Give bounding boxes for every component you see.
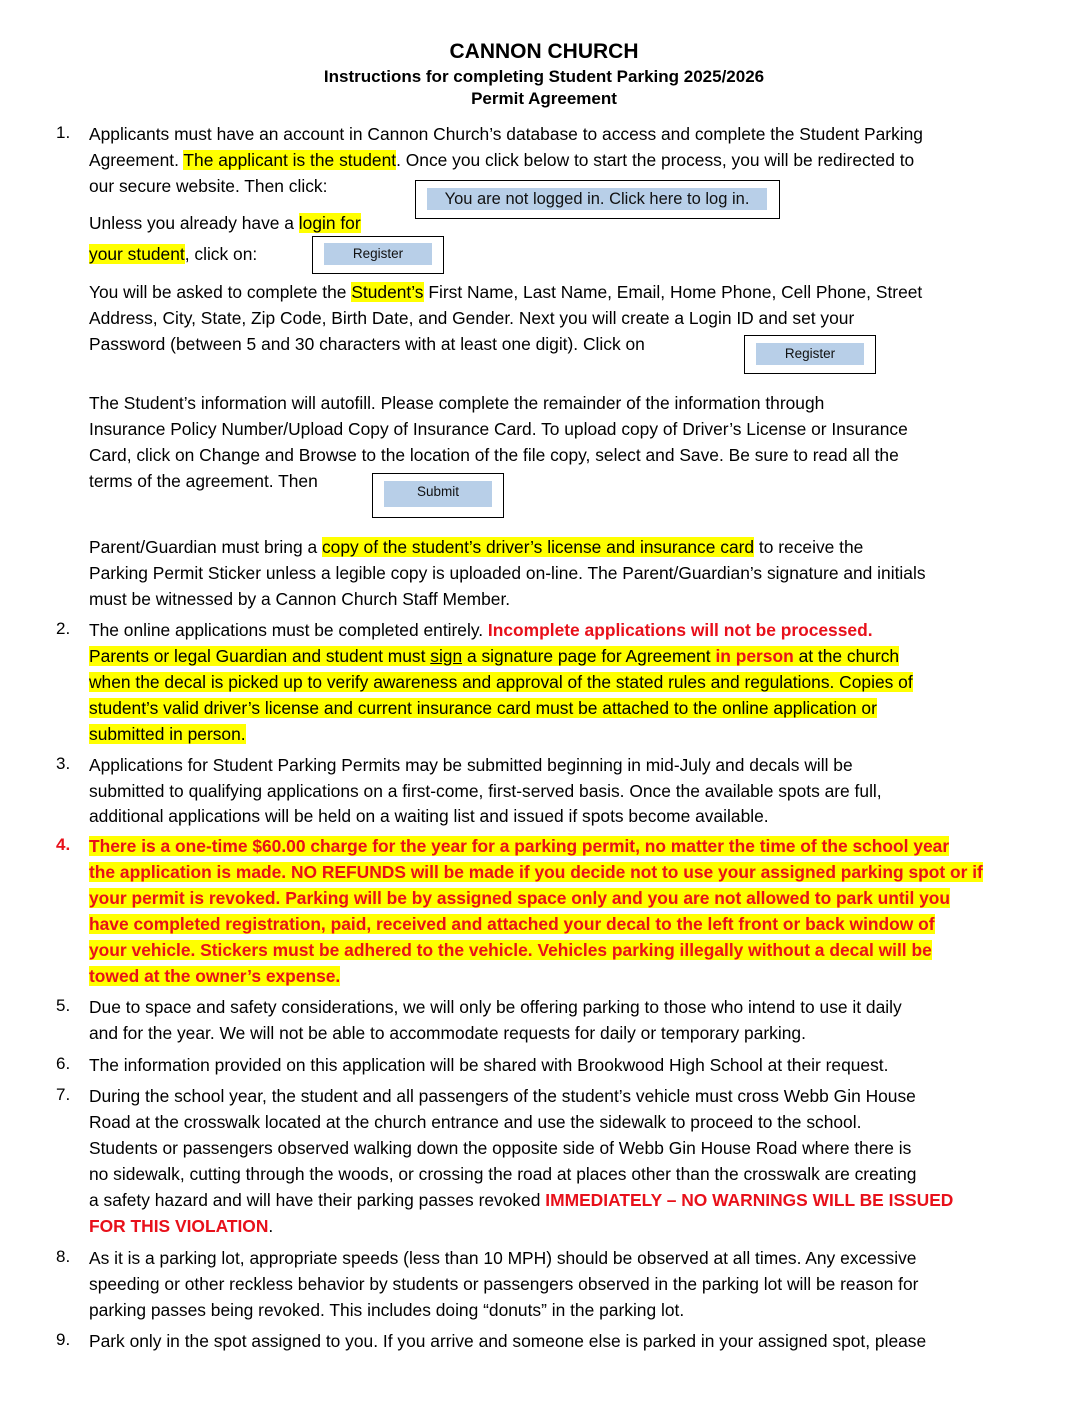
item-4-line-5 <box>89 939 932 961</box>
text-span: Parents or legal Guardian and student must <box>89 646 431 666</box>
text-span: to receive the <box>754 537 864 557</box>
warning-incomplete: Incomplete applications will not be processed. <box>487 620 873 640</box>
item-8-line-3: parking passes being revoked. This includes doing “donuts” in the parking lot. <box>89 1300 685 1320</box>
item-1-line-5 <box>89 243 257 265</box>
item-number-4: 4. <box>56 835 71 854</box>
text-span: your permit is revoked. Parking will be by assigned space only and you are not allowed to park until you <box>89 888 951 908</box>
text-span: when the decal is picked up to verify awareness and approval of the stated rules and regulations. Copies of <box>89 672 913 692</box>
item-7-line-2: Road at the crosswalk located at the church entrance and use the sidewalk to proceed to the school. <box>89 1112 862 1132</box>
item-5-line-1: Due to space and safety considerations, we will only be offering parking to those who intend to use it daily <box>89 997 902 1017</box>
item-8-line-2: speeding or other reckless behavior by students or passengers observed in the parking lot will be reason for <box>89 1274 919 1294</box>
item-4-line-6 <box>89 965 340 987</box>
item-1-line-7: Address, City, State, Zip Code, Birth Date, and Gender. Next you will create a Login ID and set your <box>89 308 855 328</box>
underlined-sign: sign <box>430 646 463 666</box>
text-span: You will be asked to complete the <box>89 282 352 302</box>
item-2-line-5 <box>89 723 246 745</box>
text-span: First Name, Last Name, Email, Home Phone, Cell Phone, Street <box>423 282 923 302</box>
item-6-line-1: The information provided on this application will be shared with Brookwood High School at their request. <box>89 1055 889 1075</box>
document-subtitle: Instructions for completing Student Parking 2025/2026 <box>323 67 765 86</box>
item-1-line-4 <box>89 212 361 234</box>
item-4-line-4 <box>89 913 935 935</box>
item-1-line-3: our secure website. Then click: <box>89 176 328 196</box>
register-button-frame-2 <box>744 335 876 374</box>
text-span: Unless you already have a <box>89 213 299 233</box>
item-2-line-3 <box>89 671 913 693</box>
item-number-7: 7. <box>56 1085 71 1104</box>
document-subtitle-2: Permit Agreement <box>471 89 617 108</box>
item-2-line-1 <box>89 619 873 641</box>
item-3-line-1: Applications for Student Parking Permits may be submitted beginning in mid-July and decals will be <box>89 755 853 775</box>
text-span: There is a one-time $60.00 charge for the year for a parking permit, no matter the time of the school year <box>89 836 950 856</box>
item-7-line-3: Students or passengers observed walking down the opposite side of Webb Gin House Road where there is <box>89 1138 912 1158</box>
item-5-line-2: and for the year. We will not be able to accommodate requests for daily or temporary parking. <box>89 1023 806 1043</box>
item-4-line-3 <box>89 887 950 909</box>
item-number-9: 9. <box>56 1330 71 1349</box>
item-1-line-2 <box>89 149 914 171</box>
item-number-3: 3. <box>56 754 71 773</box>
item-number-6: 6. <box>56 1054 71 1073</box>
item-number-2: 2. <box>56 619 71 638</box>
text-span: . Once you click below to start the process, you will be redirected to <box>396 150 915 170</box>
text-span: The online applications must be completed entirely. <box>89 620 488 640</box>
highlight-students: Student’s <box>351 282 424 302</box>
highlight-login-for: login for <box>298 213 361 233</box>
highlight-applicant-student: The applicant is the student <box>183 150 397 170</box>
highlight-copy-license-insurance: copy of the student’s driver’s license and insurance card <box>321 537 755 557</box>
text-span: submitted in person. <box>89 724 246 744</box>
item-1-line-9: The Student’s information will autofill. Please complete the remainder of the information through <box>89 393 825 413</box>
item-2-line-4 <box>89 697 877 719</box>
text-span: your vehicle. Stickers must be adhered to the vehicle. Vehicles parking illegally without a decal will be <box>89 940 932 960</box>
text-span: a signature page for Agreement <box>462 646 716 666</box>
item-1-line-1: Applicants must have an account in Cannon Church’s database to access and complete the Student Parking <box>89 124 923 144</box>
item-1-line-8: Password (between 5 and 30 characters with at least one digit). Click on <box>89 334 645 354</box>
document-title: CANNON CHURCH <box>449 40 639 63</box>
item-1-line-14: Parking Permit Sticker unless a legible copy is uploaded on-line. The Parent/Guardian’s signature and initials <box>89 563 926 583</box>
item-number-5: 5. <box>56 996 71 1015</box>
submit-button[interactable]: Submit <box>384 481 492 507</box>
text-span: the application is made. NO REFUNDS will be made if you decide not to use your assigned parking spot or if <box>89 862 983 882</box>
text-span: Agreement. <box>89 150 184 170</box>
text-span: Parent/Guardian must bring a <box>89 537 322 557</box>
highlight-your-student: your student <box>89 244 185 264</box>
warning-immediately: IMMEDIATELY – NO WARNINGS WILL BE ISSUED <box>545 1190 954 1210</box>
text-span: a safety hazard and will have their parking passes revoked <box>89 1190 546 1210</box>
item-3-line-2: submitted to qualifying applications on a first-come, first-served basis. Once the available spots are full, <box>89 781 882 801</box>
item-8-line-1: As it is a parking lot, appropriate speeds (less than 10 MPH) should be observed at all times. Any excessive <box>89 1248 917 1268</box>
red-in-person: in person <box>715 646 794 666</box>
item-3-line-3: additional applications will be held on a waiting list and issued if spots become available. <box>89 806 769 826</box>
item-7-line-1: During the school year, the student and all passengers of the student’s vehicle must cross Webb Gin House <box>89 1086 916 1106</box>
item-7-line-4: no sidewalk, cutting through the woods, or crossing the road at places other than the crosswalk are creating <box>89 1164 917 1184</box>
text-span: have completed registration, paid, received and attached your decal to the left front or back window of <box>89 914 935 934</box>
text-span: student’s valid driver’s license and current insurance card must be attached to the online application or <box>89 698 877 718</box>
text-span: at the church <box>793 646 900 666</box>
warning-violation: FOR THIS VIOLATION <box>89 1216 269 1236</box>
item-1-line-6 <box>89 281 922 303</box>
submit-button-frame <box>372 473 504 518</box>
register-button-1[interactable]: Register <box>324 243 432 265</box>
register-button-2[interactable]: Register <box>756 343 864 365</box>
item-7-line-6 <box>89 1215 273 1237</box>
login-button[interactable]: You are not logged in. Click here to log in. <box>427 188 767 210</box>
item-4-line-1 <box>89 835 949 857</box>
text-span: towed at the owner’s expense. <box>89 966 341 986</box>
item-number-8: 8. <box>56 1247 71 1266</box>
login-button-frame <box>415 180 780 219</box>
item-4-line-2 <box>89 861 983 883</box>
item-number-1: 1. <box>56 123 71 142</box>
item-1-line-12: terms of the agreement. Then <box>89 471 318 491</box>
register-button-frame-1 <box>312 236 444 274</box>
item-1-line-11: Card, click on Change and Browse to the location of the file copy, select and Save. Be sure to read all the <box>89 445 899 465</box>
text-span: , click on: <box>184 244 258 264</box>
item-7-line-5 <box>89 1189 953 1211</box>
item-1-line-13 <box>89 536 863 558</box>
item-9-line-1: Park only in the spot assigned to you. If you arrive and someone else is parked in your assigned spot, please <box>89 1331 927 1351</box>
item-2-line-2 <box>89 645 899 667</box>
item-1-line-15: must be witnessed by a Cannon Church Staff Member. <box>89 589 511 609</box>
item-1-line-10: Insurance Policy Number/Upload Copy of Insurance Card. To upload copy of Driver’s License or Insurance <box>89 419 908 439</box>
text-span: . <box>268 1216 274 1236</box>
